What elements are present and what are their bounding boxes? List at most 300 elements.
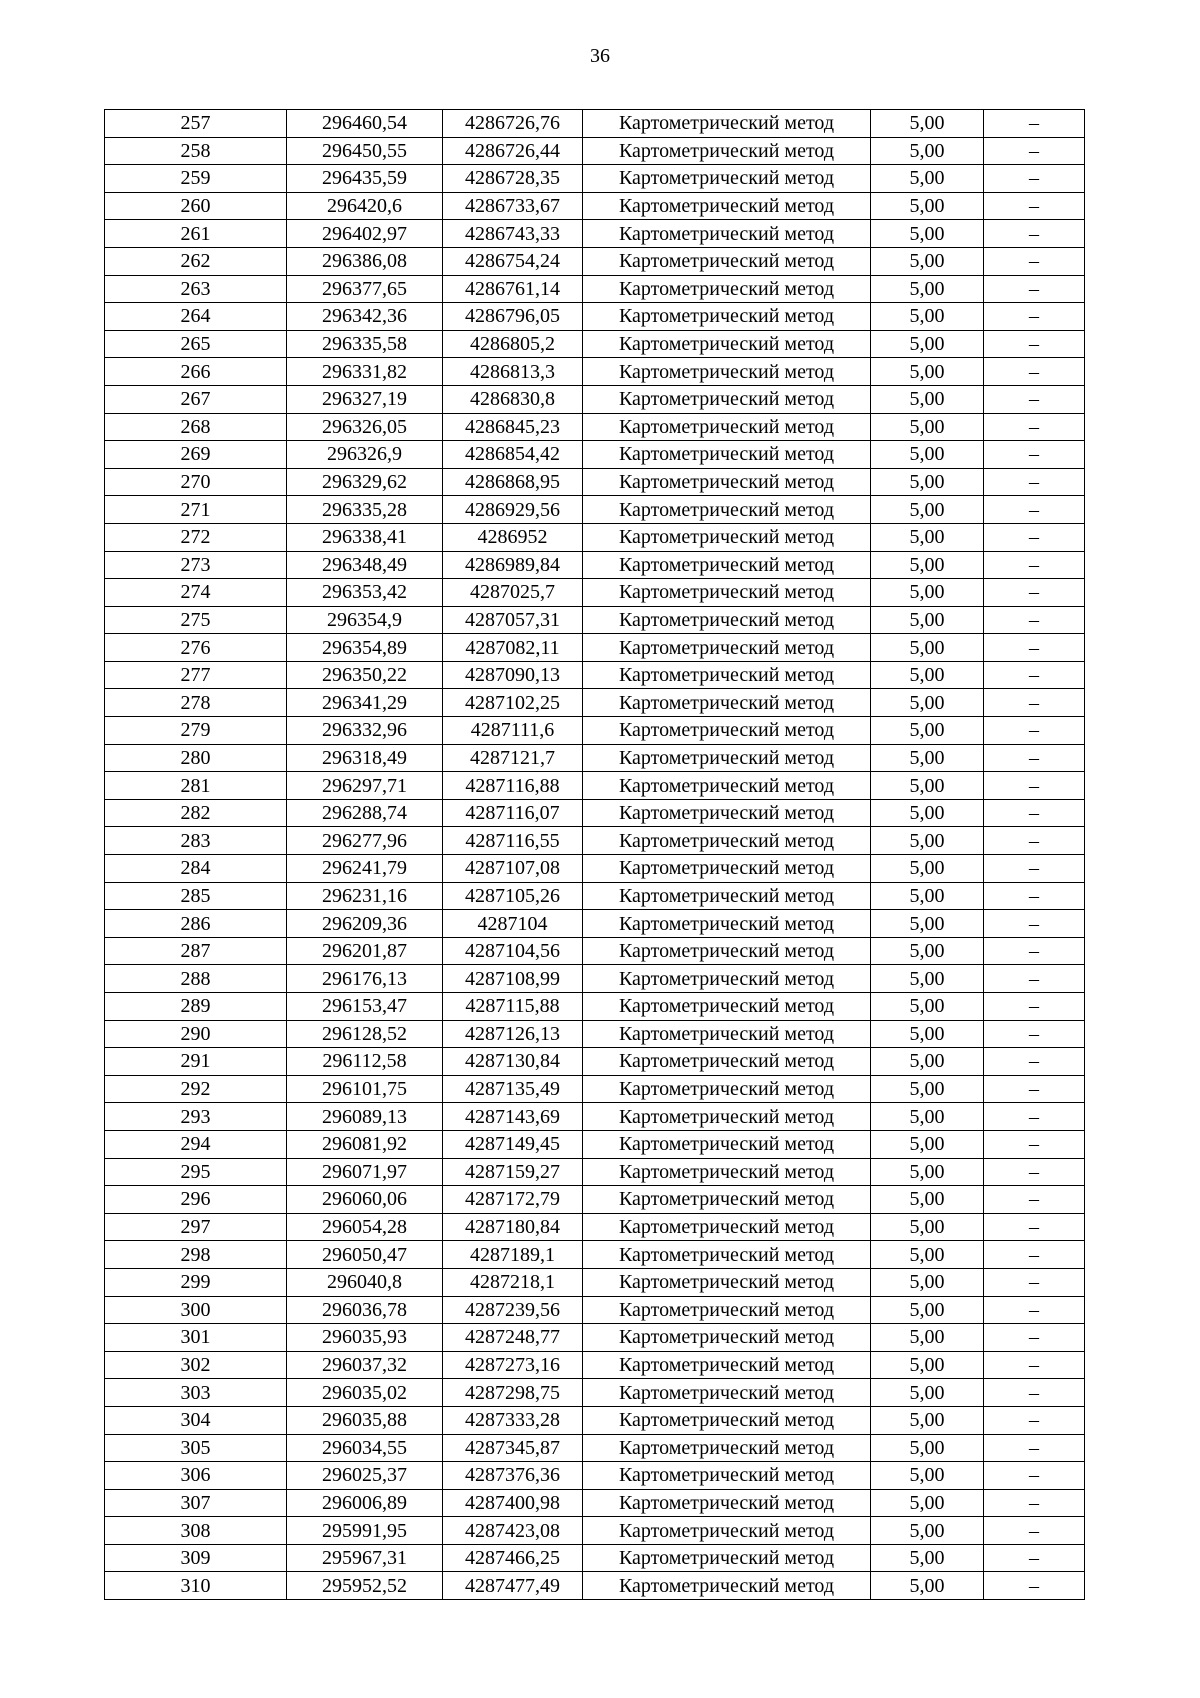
note-cell: – (984, 661, 1085, 689)
note-cell: – (984, 1020, 1085, 1048)
x-coordinate-cell: 296006,89 (287, 1489, 443, 1517)
point-number-cell: 289 (105, 993, 287, 1021)
method-cell: Картометрический метод (583, 606, 871, 634)
y-coordinate-cell: 4286805,2 (443, 330, 583, 358)
x-coordinate-cell: 296335,58 (287, 330, 443, 358)
point-number-cell: 302 (105, 1351, 287, 1379)
point-number-cell: 295 (105, 1158, 287, 1186)
method-cell: Картометрический метод (583, 275, 871, 303)
table-row (105, 110, 1085, 138)
method-cell: Картометрический метод (583, 385, 871, 413)
method-cell: Картометрический метод (583, 579, 871, 607)
note-cell: – (984, 496, 1085, 524)
accuracy-cell: 5,00 (871, 330, 984, 358)
accuracy-cell: 5,00 (871, 910, 984, 938)
table-row (105, 551, 1085, 579)
y-coordinate-cell: 4286952 (443, 523, 583, 551)
x-coordinate-cell: 295952,52 (287, 1572, 443, 1600)
accuracy-cell: 5,00 (871, 634, 984, 662)
method-cell: Картометрический метод (583, 110, 871, 138)
note-cell: – (984, 1489, 1085, 1517)
y-coordinate-cell: 4286754,24 (443, 247, 583, 275)
x-coordinate-cell: 296341,29 (287, 689, 443, 717)
table-row (105, 937, 1085, 965)
method-cell: Картометрический метод (583, 247, 871, 275)
table-row (105, 1517, 1085, 1545)
y-coordinate-cell: 4287345,87 (443, 1434, 583, 1462)
accuracy-cell: 5,00 (871, 937, 984, 965)
accuracy-cell: 5,00 (871, 1517, 984, 1545)
point-number-cell: 264 (105, 303, 287, 331)
y-coordinate-cell: 4287116,88 (443, 772, 583, 800)
point-number-cell: 294 (105, 1130, 287, 1158)
y-coordinate-cell: 4287189,1 (443, 1241, 583, 1269)
note-cell: – (984, 1186, 1085, 1214)
note-cell: – (984, 937, 1085, 965)
point-number-cell: 296 (105, 1186, 287, 1214)
accuracy-cell: 5,00 (871, 1544, 984, 1572)
y-coordinate-cell: 4287400,98 (443, 1489, 583, 1517)
point-number-cell: 283 (105, 827, 287, 855)
y-coordinate-cell: 4287180,84 (443, 1213, 583, 1241)
point-number-cell: 276 (105, 634, 287, 662)
point-number-cell: 299 (105, 1268, 287, 1296)
method-cell: Картометрический метод (583, 1544, 871, 1572)
note-cell: – (984, 1075, 1085, 1103)
accuracy-cell: 5,00 (871, 717, 984, 745)
y-coordinate-cell: 4287082,11 (443, 634, 583, 662)
point-number-cell: 262 (105, 247, 287, 275)
method-cell: Картометрический метод (583, 1186, 871, 1214)
accuracy-cell: 5,00 (871, 385, 984, 413)
point-number-cell: 281 (105, 772, 287, 800)
y-coordinate-cell: 4287126,13 (443, 1020, 583, 1048)
accuracy-cell: 5,00 (871, 165, 984, 193)
accuracy-cell: 5,00 (871, 468, 984, 496)
table-row (105, 634, 1085, 662)
note-cell: – (984, 993, 1085, 1021)
x-coordinate-cell: 296326,9 (287, 441, 443, 469)
method-cell: Картометрический метод (583, 882, 871, 910)
y-coordinate-cell: 4286796,05 (443, 303, 583, 331)
point-number-cell: 301 (105, 1324, 287, 1352)
method-cell: Картометрический метод (583, 220, 871, 248)
y-coordinate-cell: 4287025,7 (443, 579, 583, 607)
method-cell: Картометрический метод (583, 661, 871, 689)
coordinates-table (104, 109, 1085, 1600)
method-cell: Картометрический метод (583, 330, 871, 358)
method-cell: Картометрический метод (583, 799, 871, 827)
note-cell: – (984, 1213, 1085, 1241)
method-cell: Картометрический метод (583, 744, 871, 772)
point-number-cell: 266 (105, 358, 287, 386)
table-row (105, 330, 1085, 358)
table-row (105, 137, 1085, 165)
point-number-cell: 272 (105, 523, 287, 551)
accuracy-cell: 5,00 (871, 772, 984, 800)
method-cell: Картометрический метод (583, 137, 871, 165)
x-coordinate-cell: 296101,75 (287, 1075, 443, 1103)
y-coordinate-cell: 4287104 (443, 910, 583, 938)
note-cell: – (984, 1351, 1085, 1379)
x-coordinate-cell: 296420,6 (287, 192, 443, 220)
x-coordinate-cell: 296241,79 (287, 855, 443, 883)
point-number-cell: 259 (105, 165, 287, 193)
y-coordinate-cell: 4287116,55 (443, 827, 583, 855)
method-cell: Картометрический метод (583, 165, 871, 193)
accuracy-cell: 5,00 (871, 192, 984, 220)
table-row (105, 1130, 1085, 1158)
point-number-cell: 277 (105, 661, 287, 689)
x-coordinate-cell: 296435,59 (287, 165, 443, 193)
note-cell: – (984, 1296, 1085, 1324)
accuracy-cell: 5,00 (871, 965, 984, 993)
accuracy-cell: 5,00 (871, 882, 984, 910)
accuracy-cell: 5,00 (871, 220, 984, 248)
note-cell: – (984, 165, 1085, 193)
method-cell: Картометрический метод (583, 1379, 871, 1407)
method-cell: Картометрический метод (583, 523, 871, 551)
accuracy-cell: 5,00 (871, 1103, 984, 1131)
accuracy-cell: 5,00 (871, 110, 984, 138)
point-number-cell: 290 (105, 1020, 287, 1048)
x-coordinate-cell: 296377,65 (287, 275, 443, 303)
note-cell: – (984, 827, 1085, 855)
accuracy-cell: 5,00 (871, 1379, 984, 1407)
x-coordinate-cell: 296035,93 (287, 1324, 443, 1352)
x-coordinate-cell: 296176,13 (287, 965, 443, 993)
page-number: 36 (590, 45, 610, 67)
table-row (105, 1434, 1085, 1462)
table-row (105, 1324, 1085, 1352)
point-number-cell: 274 (105, 579, 287, 607)
method-cell: Картометрический метод (583, 1517, 871, 1545)
x-coordinate-cell: 296025,37 (287, 1462, 443, 1490)
table-row (105, 1048, 1085, 1076)
point-number-cell: 291 (105, 1048, 287, 1076)
accuracy-cell: 5,00 (871, 275, 984, 303)
method-cell: Картометрический метод (583, 1075, 871, 1103)
point-number-cell: 306 (105, 1462, 287, 1490)
accuracy-cell: 5,00 (871, 303, 984, 331)
method-cell: Картометрический метод (583, 689, 871, 717)
accuracy-cell: 5,00 (871, 606, 984, 634)
method-cell: Картометрический метод (583, 551, 871, 579)
table-row (105, 744, 1085, 772)
accuracy-cell: 5,00 (871, 1075, 984, 1103)
x-coordinate-cell: 296327,19 (287, 385, 443, 413)
note-cell: – (984, 220, 1085, 248)
method-cell: Картометрический метод (583, 937, 871, 965)
note-cell: – (984, 1462, 1085, 1490)
table-row (105, 606, 1085, 634)
x-coordinate-cell: 296112,58 (287, 1048, 443, 1076)
x-coordinate-cell: 296277,96 (287, 827, 443, 855)
note-cell: – (984, 358, 1085, 386)
y-coordinate-cell: 4287104,56 (443, 937, 583, 965)
note-cell: – (984, 551, 1085, 579)
table-row (105, 358, 1085, 386)
table-row (105, 799, 1085, 827)
x-coordinate-cell: 296350,22 (287, 661, 443, 689)
accuracy-cell: 5,00 (871, 1489, 984, 1517)
y-coordinate-cell: 4286929,56 (443, 496, 583, 524)
table-row (105, 1268, 1085, 1296)
accuracy-cell: 5,00 (871, 1296, 984, 1324)
x-coordinate-cell: 296035,02 (287, 1379, 443, 1407)
table-row (105, 661, 1085, 689)
coordinates-table-body (105, 110, 1085, 1600)
accuracy-cell: 5,00 (871, 1572, 984, 1600)
method-cell: Картометрический метод (583, 1103, 871, 1131)
table-row (105, 1406, 1085, 1434)
x-coordinate-cell: 296153,47 (287, 993, 443, 1021)
table-row (105, 303, 1085, 331)
method-cell: Картометрический метод (583, 1324, 871, 1352)
point-number-cell: 284 (105, 855, 287, 883)
accuracy-cell: 5,00 (871, 413, 984, 441)
x-coordinate-cell: 296335,28 (287, 496, 443, 524)
y-coordinate-cell: 4287116,07 (443, 799, 583, 827)
x-coordinate-cell: 295991,95 (287, 1517, 443, 1545)
point-number-cell: 282 (105, 799, 287, 827)
table-row (105, 1572, 1085, 1600)
method-cell: Картометрический метод (583, 1572, 871, 1600)
method-cell: Картометрический метод (583, 634, 871, 662)
y-coordinate-cell: 4286726,44 (443, 137, 583, 165)
method-cell: Картометрический метод (583, 1130, 871, 1158)
point-number-cell: 303 (105, 1379, 287, 1407)
x-coordinate-cell: 296037,32 (287, 1351, 443, 1379)
x-coordinate-cell: 296318,49 (287, 744, 443, 772)
accuracy-cell: 5,00 (871, 1158, 984, 1186)
method-cell: Картометрический метод (583, 441, 871, 469)
table-row (105, 1103, 1085, 1131)
y-coordinate-cell: 4287090,13 (443, 661, 583, 689)
method-cell: Картометрический метод (583, 965, 871, 993)
note-cell: – (984, 110, 1085, 138)
note-cell: – (984, 330, 1085, 358)
method-cell: Картометрический метод (583, 1434, 871, 1462)
accuracy-cell: 5,00 (871, 1351, 984, 1379)
table-row (105, 165, 1085, 193)
point-number-cell: 300 (105, 1296, 287, 1324)
method-cell: Картометрический метод (583, 496, 871, 524)
table-row (105, 993, 1085, 1021)
method-cell: Картометрический метод (583, 1268, 871, 1296)
x-coordinate-cell: 296288,74 (287, 799, 443, 827)
x-coordinate-cell: 296035,88 (287, 1406, 443, 1434)
y-coordinate-cell: 4287248,77 (443, 1324, 583, 1352)
point-number-cell: 292 (105, 1075, 287, 1103)
accuracy-cell: 5,00 (871, 523, 984, 551)
y-coordinate-cell: 4286854,42 (443, 441, 583, 469)
x-coordinate-cell: 296342,36 (287, 303, 443, 331)
table-row (105, 1075, 1085, 1103)
table-row (105, 220, 1085, 248)
accuracy-cell: 5,00 (871, 1020, 984, 1048)
note-cell: – (984, 523, 1085, 551)
note-cell: – (984, 772, 1085, 800)
x-coordinate-cell: 296460,54 (287, 110, 443, 138)
method-cell: Картометрический метод (583, 1213, 871, 1241)
method-cell: Картометрический метод (583, 1489, 871, 1517)
note-cell: – (984, 1048, 1085, 1076)
method-cell: Картометрический метод (583, 1158, 871, 1186)
x-coordinate-cell: 296231,16 (287, 882, 443, 910)
note-cell: – (984, 634, 1085, 662)
x-coordinate-cell: 296354,89 (287, 634, 443, 662)
accuracy-cell: 5,00 (871, 799, 984, 827)
table-row (105, 855, 1085, 883)
accuracy-cell: 5,00 (871, 689, 984, 717)
note-cell: – (984, 799, 1085, 827)
y-coordinate-cell: 4286845,23 (443, 413, 583, 441)
accuracy-cell: 5,00 (871, 137, 984, 165)
point-number-cell: 275 (105, 606, 287, 634)
note-cell: – (984, 1130, 1085, 1158)
accuracy-cell: 5,00 (871, 1462, 984, 1490)
x-coordinate-cell: 296036,78 (287, 1296, 443, 1324)
y-coordinate-cell: 4287115,88 (443, 993, 583, 1021)
point-number-cell: 265 (105, 330, 287, 358)
x-coordinate-cell: 296128,52 (287, 1020, 443, 1048)
x-coordinate-cell: 296329,62 (287, 468, 443, 496)
note-cell: – (984, 1379, 1085, 1407)
note-cell: – (984, 1324, 1085, 1352)
table-row (105, 965, 1085, 993)
accuracy-cell: 5,00 (871, 855, 984, 883)
point-number-cell: 261 (105, 220, 287, 248)
note-cell: – (984, 855, 1085, 883)
x-coordinate-cell: 296034,55 (287, 1434, 443, 1462)
table-row (105, 579, 1085, 607)
x-coordinate-cell: 296338,41 (287, 523, 443, 551)
note-cell: – (984, 385, 1085, 413)
table-row (105, 717, 1085, 745)
table-row (105, 1489, 1085, 1517)
x-coordinate-cell: 295967,31 (287, 1544, 443, 1572)
note-cell: – (984, 1544, 1085, 1572)
point-number-cell: 304 (105, 1406, 287, 1434)
note-cell: – (984, 579, 1085, 607)
method-cell: Картометрический метод (583, 303, 871, 331)
accuracy-cell: 5,00 (871, 551, 984, 579)
x-coordinate-cell: 296071,97 (287, 1158, 443, 1186)
y-coordinate-cell: 4287239,56 (443, 1296, 583, 1324)
method-cell: Картометрический метод (583, 1406, 871, 1434)
note-cell: – (984, 468, 1085, 496)
note-cell: – (984, 1434, 1085, 1462)
method-cell: Картометрический метод (583, 358, 871, 386)
note-cell: – (984, 275, 1085, 303)
accuracy-cell: 5,00 (871, 247, 984, 275)
note-cell: – (984, 1268, 1085, 1296)
accuracy-cell: 5,00 (871, 1130, 984, 1158)
point-number-cell: 278 (105, 689, 287, 717)
y-coordinate-cell: 4287477,49 (443, 1572, 583, 1600)
x-coordinate-cell: 296081,92 (287, 1130, 443, 1158)
table-row (105, 1462, 1085, 1490)
x-coordinate-cell: 296326,05 (287, 413, 443, 441)
table-row (105, 1213, 1085, 1241)
note-cell: – (984, 413, 1085, 441)
x-coordinate-cell: 296297,71 (287, 772, 443, 800)
table-row (105, 827, 1085, 855)
method-cell: Картометрический метод (583, 855, 871, 883)
point-number-cell: 286 (105, 910, 287, 938)
y-coordinate-cell: 4286761,14 (443, 275, 583, 303)
note-cell: – (984, 247, 1085, 275)
x-coordinate-cell: 296354,9 (287, 606, 443, 634)
method-cell: Картометрический метод (583, 717, 871, 745)
y-coordinate-cell: 4287108,99 (443, 965, 583, 993)
point-number-cell: 260 (105, 192, 287, 220)
accuracy-cell: 5,00 (871, 1406, 984, 1434)
method-cell: Картометрический метод (583, 413, 871, 441)
method-cell: Картометрический метод (583, 1020, 871, 1048)
table-row (105, 385, 1085, 413)
x-coordinate-cell: 296089,13 (287, 1103, 443, 1131)
y-coordinate-cell: 4286868,95 (443, 468, 583, 496)
method-cell: Картометрический метод (583, 910, 871, 938)
note-cell: – (984, 606, 1085, 634)
note-cell: – (984, 1406, 1085, 1434)
method-cell: Картометрический метод (583, 468, 871, 496)
point-number-cell: 305 (105, 1434, 287, 1462)
y-coordinate-cell: 4286733,67 (443, 192, 583, 220)
table-row (105, 882, 1085, 910)
note-cell: – (984, 882, 1085, 910)
accuracy-cell: 5,00 (871, 1434, 984, 1462)
table-row (105, 275, 1085, 303)
y-coordinate-cell: 4287466,25 (443, 1544, 583, 1572)
table-row (105, 247, 1085, 275)
x-coordinate-cell: 296050,47 (287, 1241, 443, 1269)
point-number-cell: 268 (105, 413, 287, 441)
y-coordinate-cell: 4287143,69 (443, 1103, 583, 1131)
y-coordinate-cell: 4287057,31 (443, 606, 583, 634)
table-row (105, 1186, 1085, 1214)
accuracy-cell: 5,00 (871, 579, 984, 607)
x-coordinate-cell: 296060,06 (287, 1186, 443, 1214)
x-coordinate-cell: 296331,82 (287, 358, 443, 386)
point-number-cell: 293 (105, 1103, 287, 1131)
accuracy-cell: 5,00 (871, 1324, 984, 1352)
y-coordinate-cell: 4286813,3 (443, 358, 583, 386)
table-row (105, 910, 1085, 938)
table-row (105, 1379, 1085, 1407)
y-coordinate-cell: 4287376,36 (443, 1462, 583, 1490)
method-cell: Картометрический метод (583, 1296, 871, 1324)
accuracy-cell: 5,00 (871, 744, 984, 772)
table-row (105, 468, 1085, 496)
accuracy-cell: 5,00 (871, 1048, 984, 1076)
x-coordinate-cell: 296353,42 (287, 579, 443, 607)
note-cell: – (984, 1572, 1085, 1600)
note-cell: – (984, 441, 1085, 469)
accuracy-cell: 5,00 (871, 993, 984, 1021)
x-coordinate-cell: 296386,08 (287, 247, 443, 275)
table-row (105, 1241, 1085, 1269)
y-coordinate-cell: 4287273,16 (443, 1351, 583, 1379)
note-cell: – (984, 744, 1085, 772)
y-coordinate-cell: 4287159,27 (443, 1158, 583, 1186)
accuracy-cell: 5,00 (871, 827, 984, 855)
point-number-cell: 267 (105, 385, 287, 413)
accuracy-cell: 5,00 (871, 441, 984, 469)
table-row (105, 1544, 1085, 1572)
